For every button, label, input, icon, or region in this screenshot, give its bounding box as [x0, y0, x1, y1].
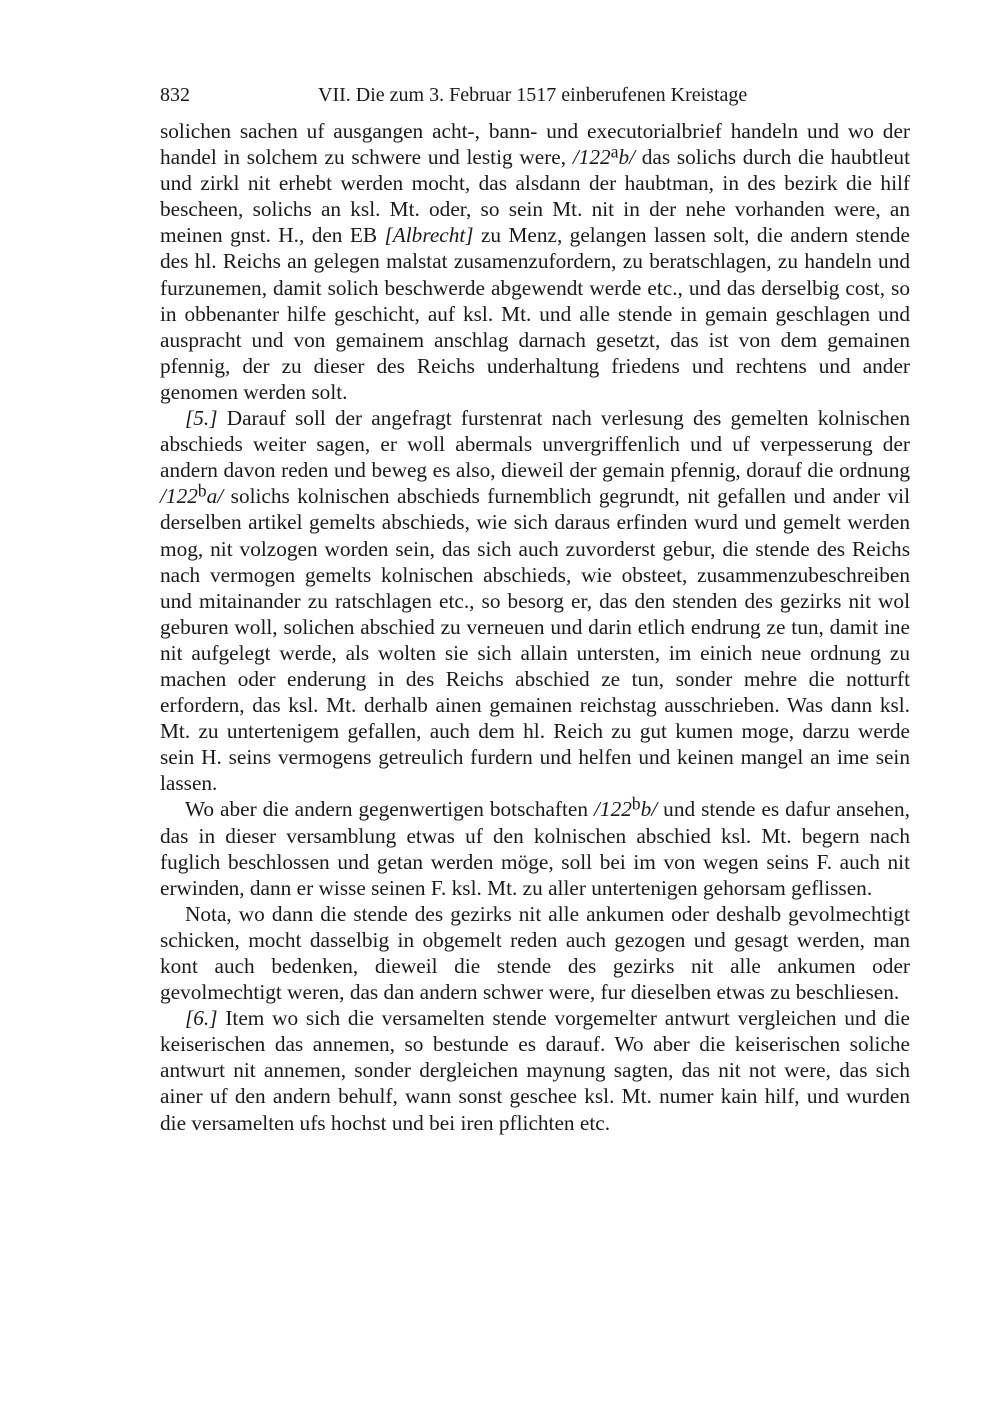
superscript-marker: b [631, 793, 641, 814]
text-segment: solichen sachen uf ausgangen acht-, bann- und executorialbrief handeln und wo der handel in solchem zu schwere und lestig were, [160, 119, 910, 170]
text-segment: zu Menz, gelangen lassen solt, die andern stende des hl. Reichs an gelegen malstat zusamenzufordern, zu beratschlagen, zu handeln und furzunemen, damit solich beschwerde abgewendt werde etc., und das derselbig cost, so in obbenanter hilfe geschicht, auf ksl. Mt. und alle stende in gemain geschlagen und auspracht und von gemainem anschlag darnach gesetzt, das ist von dem gemainen pfennig, der zu dieser des Reichs underhaltung friedens und rechtens und ander genomen werden solt. [160, 223, 911, 404]
paragraph [160, 793, 911, 900]
text-segment: das solichs durch die haubtleut und zirkl nit erhebt werden mocht, das alsdann der haubtman, in des bezirk die hilf bescheen, solichs an ksl. Mt. oder, so sein Mt. nit in der nehe vorhanden were, an meinen gnst. H., den EB [160, 145, 910, 248]
text-segment: Darauf soll der angefragt furstenrat nach verlesung des gemelten kolnischen abschieds weiter sagen, er woll abermals unvergriffenlich und uf verpesserung der andern davon reden und beweg es also, dieweil der gemain pfennig, dorauf die ordnung [160, 406, 910, 483]
text-segment: Item wo sich die versamelten stende vorgemelter antwurt vergleichen und die keiserischen das annemen, so bestunde es darauf. Wo aber die keiserischen soliche antwurt nit annemen, sonder dergleichen maynung sagten, das nit not were, das sich ainer uf den andern behulf, wann sonst geschee ksl. Mt. numer kain hilf, und wurden die versamelten ufs hochst und bei iren pflichten etc. [160, 1006, 910, 1135]
italic-text: [6.] [185, 1006, 218, 1031]
paragraph [160, 901, 910, 1005]
text-segment: und stende es dafur ansehen, das in dieser versamblung etwas uf den kolnischen abschied ksl. Mt. begern nach fuglich beschlossen und getan werden möge, soll bei im von wegen seins F. auch nit erwinden, dann er wisse seinen F. ksl. Mt. zu aller untertenigen gehorsam geflissen. [160, 797, 911, 900]
text-segment: solichs kolnischen abschieds furnemblich gegrundt, nit gefallen und ander vil derselben artikel gemelts abschieds, wie sich daraus erfinden wurd und gemelt werden mog, nit volzogen worden sein, das sich auch zuvorderst gebur, die stende des Reichs nach vermogen gemelts kolnischen abschieds, wie obsteet, zusammenzubeschreiben und mitainander zu ratschlagen etc., so besorg er, das den stenden des gezirks nit wol geburen woll, solichen abschied zu verneuen und darin etlich endrung ze tun, damit ine nit aufgelegt werde, als wolten sie sich allain untersten, im einich neue ordnung zu machen oder enderung in des Reichs abschied ze tun, sonder mehre die notturft erfordern, das ksl. Mt. derhalb ainen gemainen reichstag ausschrieben. Was dann ksl. Mt. zu untertenigem gefallen, auch dem hl. Reich zu gut kumen moge, darzu werde sein H. seins vermogens getreulich furdern und helfen und keinen mangel an ime sein lassen. [160, 484, 910, 796]
italic-text: [5.] [185, 406, 218, 431]
superscript-marker: b [197, 480, 207, 501]
italic-text: /122 [160, 484, 198, 509]
page-header [160, 80, 910, 110]
italic-text: b/ [640, 797, 658, 822]
body-text [160, 118, 910, 1136]
text-segment: Wo aber die andern gegenwertigen botschaften [185, 797, 595, 822]
italic-text: b/ [618, 145, 636, 170]
page-number: 832 [160, 84, 190, 106]
italic-text: a/ [206, 484, 224, 509]
running-title: VII. Die zum 3. Februar 1517 einberufenen Kreistage [318, 84, 748, 106]
paragraph [160, 1005, 910, 1135]
superscript-marker: a [610, 141, 619, 162]
paragraph [160, 405, 910, 796]
paragraph [160, 118, 910, 405]
text-segment: Nota, wo dann die stende des gezirks nit alle ankumen oder deshalb gevolmechtigt schicken, mocht dasselbig in obgemelt reden auch gezogen und gesagt werden, man kont auch bedenken, dieweil die stende des gezirks nit alle ankumen oder gevolmechtigt weren, das dan andern schwer were, fur dieselben etwas zu beschliesen. [160, 901, 910, 1005]
italic-text: /122 [572, 145, 611, 170]
italic-text: /122 [594, 797, 632, 822]
italic-text: [Albrecht] [384, 223, 474, 248]
